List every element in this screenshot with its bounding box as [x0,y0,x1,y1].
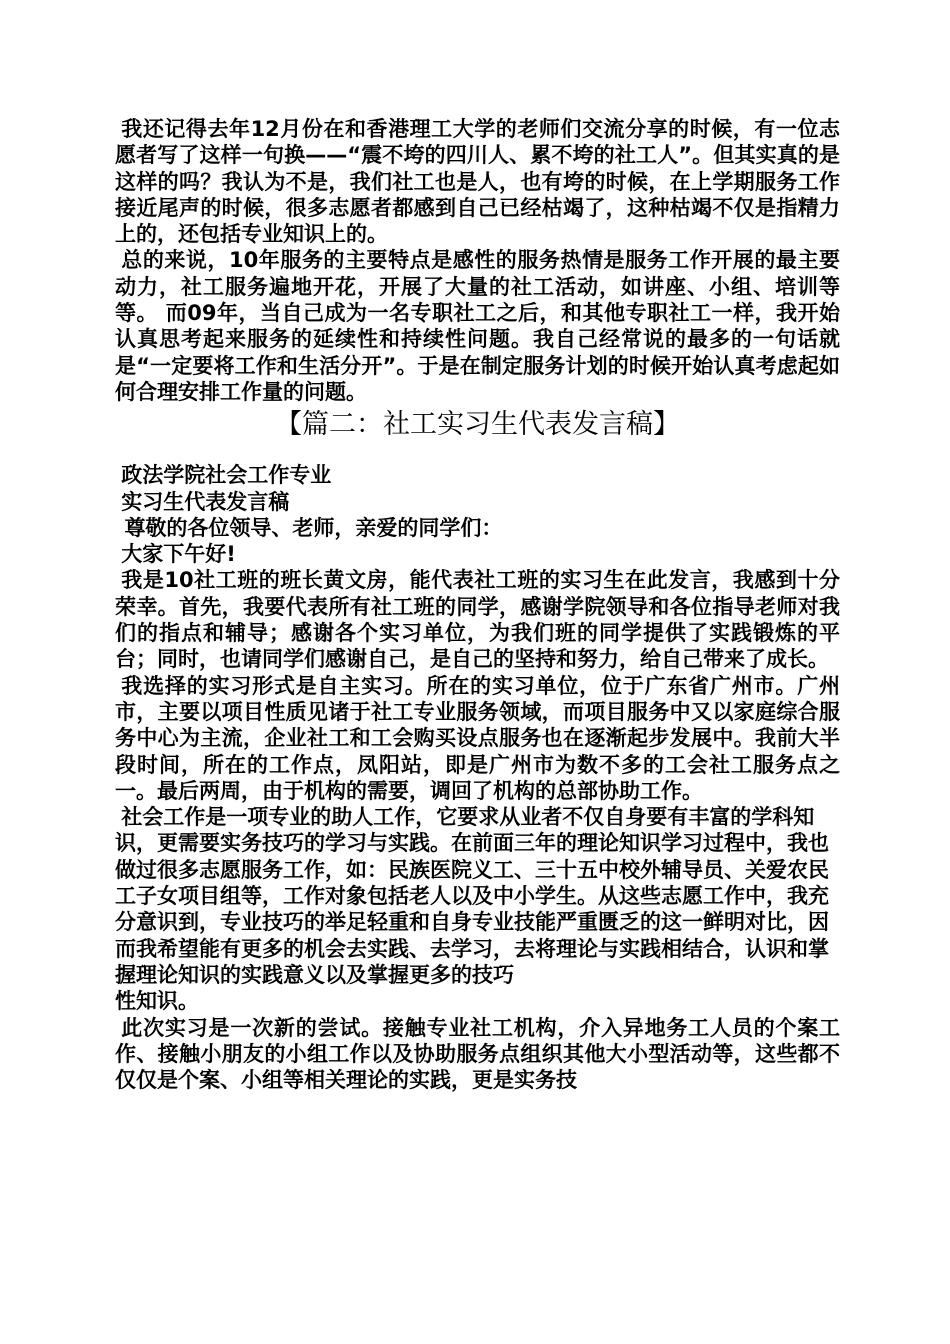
speech-paragraph-2: 我选择的实习形式是自主实习。所在的实习单位，位于广东省广州市。广州市，主要以项目性质见诸于社工专业服务领域，而项目服务中又以家庭综合服务中心为主流，企业社工和工会购买设点服务也在逐渐起步发展中。我前大半段时间，所在的工作点，凤阳站，即是广州市为数不多的工会社工服务点之一。最后两周，由于机构的需要，调回了机构的总部协助工作。 [115,673,840,803]
intro-paragraph-2: 总的来说，10年服务的主要特点是感性的服务热情是服务工作开展的最主要动力，社工服务遍地开花，开展了大量的社工活动，如讲座、小组、培训等等。 而09年，当自己成为一名专职社工之后，和其他专职社工一样，我开始认真思考起来服务的延续性和持续性问题。我自己经常说的最多的一句话就是“一定要将工作和生活分开”。于是在制定服务计划的时候开始认真考虑起如何合理安排工作量的问题。 [115,248,840,404]
speech-school-line: 政法学院社会工作专业 [121,463,332,488]
speech-salutation: 尊敬的各位领导、老师，亲爱的同学们： [124,515,503,540]
section-heading: 【篇二：社工实习生代表发言稿】 [275,409,680,441]
speech-paragraph-3: 社会工作是一项专业的助人工作，它要求从业者不仅自身要有丰富的学科知识，更需要实务技巧的学习与实践。在前面三年的理论知识学习过程中，我也做过很多志愿服务工作，如：民族医院义工、三十五中校外辅导员、关爱农民工子女项目组等，工作对象包括老人以及中小学生。从这些志愿工作中，我充分意识到，专业技巧的举足轻重和自身专业技能严重匮乏的这一鲜明对比，因而我希望能有更多的机会去实践、去学习，去将理论与实践相结合，认识和掌握理论知识的实践意义以及掌握更多的技巧 [115,805,829,987]
speech-title-line: 实习生代表发言稿 [121,489,290,514]
speech-paragraph-4: 此次实习是一次新的尝试。接触专业社工机构，介入异地务工人员的个案工作、接触小朋友的小组工作以及协助服务点组织其他大小型活动等，这些都不仅仅是个案、小组等相关理论的实践，更是实务技 [115,1015,840,1093]
intro-paragraph-1: 我还记得去年12月份在和香港理工大学的老师们交流分享的时候，有一位志愿者写了这样一句换——“震不垮的四川人、累不垮的社工人”。但其实真的是这样的吗？我认为不是，我们社工也是人，也有垮的时候，在上学期服务工作接近尾声的时候，很多志愿者都感到自己已经枯竭了，这种枯竭不仅是指精力上的，还包括专业知识上的。 [115,117,840,247]
speech-paragraph-3-continuation: 性知识。 [115,989,199,1014]
speech-greeting: 大家下午好! [121,542,236,567]
speech-paragraph-1: 我是10社工班的班长黄文房，能代表社工班的实习生在此发言，我感到十分荣幸。首先，我要代表所有社工班的同学，感谢学院领导和各位指导老师对我们的指点和辅导；感谢各个实习单位，为我们班的同学提供了实践锻炼的平台；同时，也请同学们感谢自己，是自己的坚持和努力，给自己带来了成长。 [115,568,840,672]
document-body [115,116,840,1093]
